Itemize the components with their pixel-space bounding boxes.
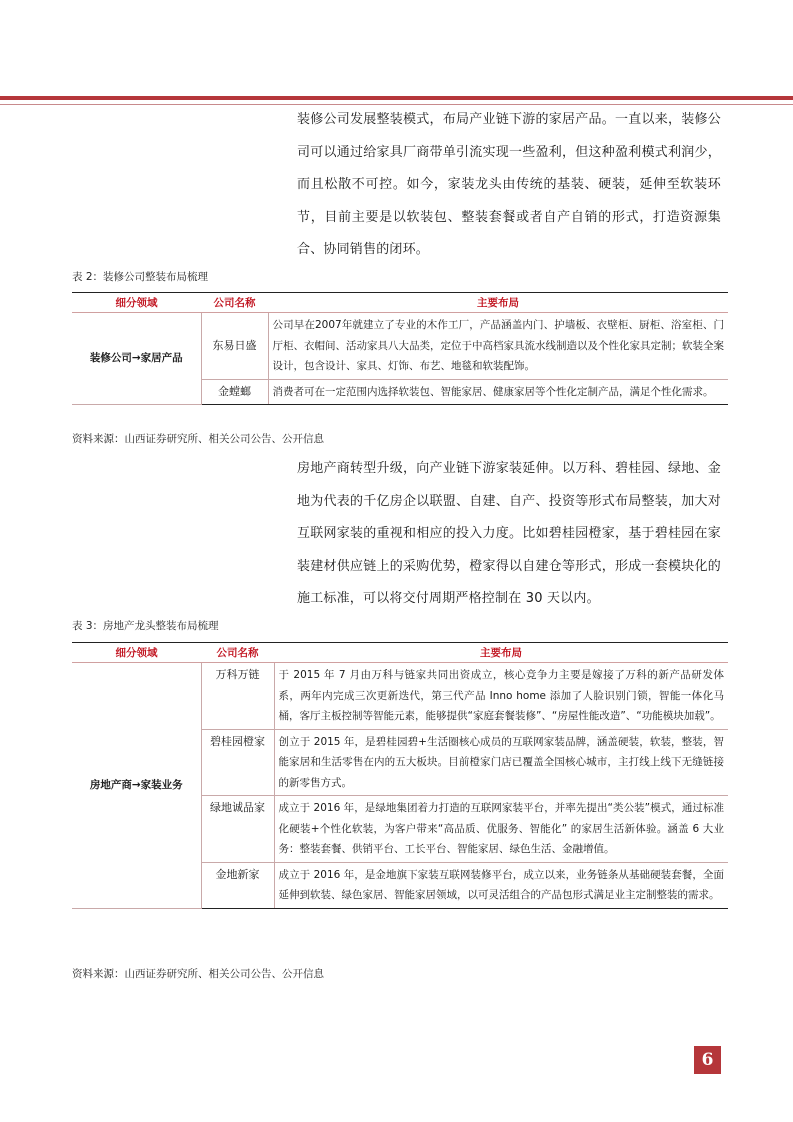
table3-desc-4: 成立于 2016 年，是金地旗下家装互联网装修平台，成立以来，业务链条从基础硬装套餐，全面延伸到软装、绿色家居、智能家居领域，以可灵活组合的产品包形式满足业主定制整装的需求。 xyxy=(274,862,728,908)
table3-company-1: 万科万链 xyxy=(201,663,274,730)
paragraph-real-estate: 房地产商转型升级，向产业链下游家装延伸。以万科、碧桂园、绿地、金地为代表的千亿房企以联盟、自建、自产、投资等形式布局整装，加大对互联网家装的重视和相应的投入力度。比如碧桂园橙家，基于碧桂园在家装建材供应链上的采购优势，橙家得以自建仓等形式，形成一套模块化的施工标准，可以将交付周期严格控制在 30 天以内。 xyxy=(297,461,721,606)
table2-header-company: 公司名称 xyxy=(201,293,268,313)
table3-caption: 表 3：房地产龙头整装布局梳理 xyxy=(72,620,219,632)
table3-company-4: 金地新家 xyxy=(201,862,274,908)
table2-header-segment: 细分领域 xyxy=(72,293,201,313)
table3-desc-2: 创立于 2015 年，是碧桂园碧+生活圈核心成员的互联网家装品牌，涵盖硬装，软装，整装，智能家居和生活零售在内的五大板块。目前橙家门店已覆盖全国核心城市，主打线上线下无缝链接的新零售方式。 xyxy=(274,729,728,796)
table-row xyxy=(72,663,728,730)
table2-caption: 表 2：装修公司整装布局梳理 xyxy=(72,271,209,283)
header-rule-thick xyxy=(0,96,793,100)
table3-category: 房地产商→家装业务 xyxy=(72,663,201,909)
paragraph-renovation: 装修公司发展整装模式，布局产业链下游的家居产品。一直以来，装修公司可以通过给家具厂商带单引流实现一些盈利，但这种盈利模式利润少，而且松散不可控。如今，家装龙头由传统的基装、硬装，延伸至软装环节，目前主要是以软装包、整装套餐或者自产自销的形式，打造资源集合、协同销售的闭环。 xyxy=(297,112,721,257)
table3-company-2: 碧桂园橙家 xyxy=(201,729,274,796)
table3-header-company: 公司名称 xyxy=(201,643,274,663)
table2-header-layout: 主要布局 xyxy=(268,293,728,313)
table3-header-segment: 细分领域 xyxy=(72,643,201,663)
table-row xyxy=(72,313,728,380)
page-number: 6 xyxy=(694,1046,721,1074)
table2-source: 资料来源：山西证券研究所、相关公司公告、公开信息 xyxy=(72,433,324,445)
table2-company-2: 金螳螂 xyxy=(201,379,268,405)
table2-desc-2: 消费者可在一定范围内选择软装包、智能家居、健康家居等个性化定制产品，满足个性化需求。 xyxy=(268,379,728,405)
table2-category: 装修公司→家居产品 xyxy=(72,313,201,405)
table3 xyxy=(72,642,728,909)
table3-company-3: 绿地诚品家 xyxy=(201,796,274,863)
table2-desc-1: 公司早在2007年就建立了专业的木作工厂，产品涵盖内门、护墙板、衣壁柜、厨柜、浴室柜、门厅柜、衣帽间、活动家具八大品类，定位于中高档家具流水线制造以及个性化家具定制；软装全案设计，包含设计、家具、灯饰、布艺、地毯和软装配饰。 xyxy=(268,313,728,380)
table2 xyxy=(72,292,728,405)
table3-desc-1: 于 2015 年 7 月由万科与链家共同出资成立，核心竞争力主要是嫁接了万科的新产品研发体系，两年内完成三次更新迭代，第三代产品 Inno home 添加了人脸识别门锁，智能一体化马桶，客厅主板控制等智能元素，能够提供“家庭套餐装修”、“房屋性能改造”、“功能模块加载”。 xyxy=(274,663,728,730)
table3-header-layout: 主要布局 xyxy=(274,643,728,663)
table2-company-1: 东易日盛 xyxy=(201,313,268,380)
table3-source: 资料来源：山西证券研究所、相关公司公告、公开信息 xyxy=(72,968,324,980)
table3-desc-3: 成立于 2016 年，是绿地集团着力打造的互联网家装平台，并率先提出“类公装”模式，通过标准化硬装+个性化软装，为客户带来“高品质、优服务、智能化” 的家居生活新体验。涵盖 6 大业务：整装套餐、供销平台、工长平台、智能家居、绿色生活、金融增值。 xyxy=(274,796,728,863)
